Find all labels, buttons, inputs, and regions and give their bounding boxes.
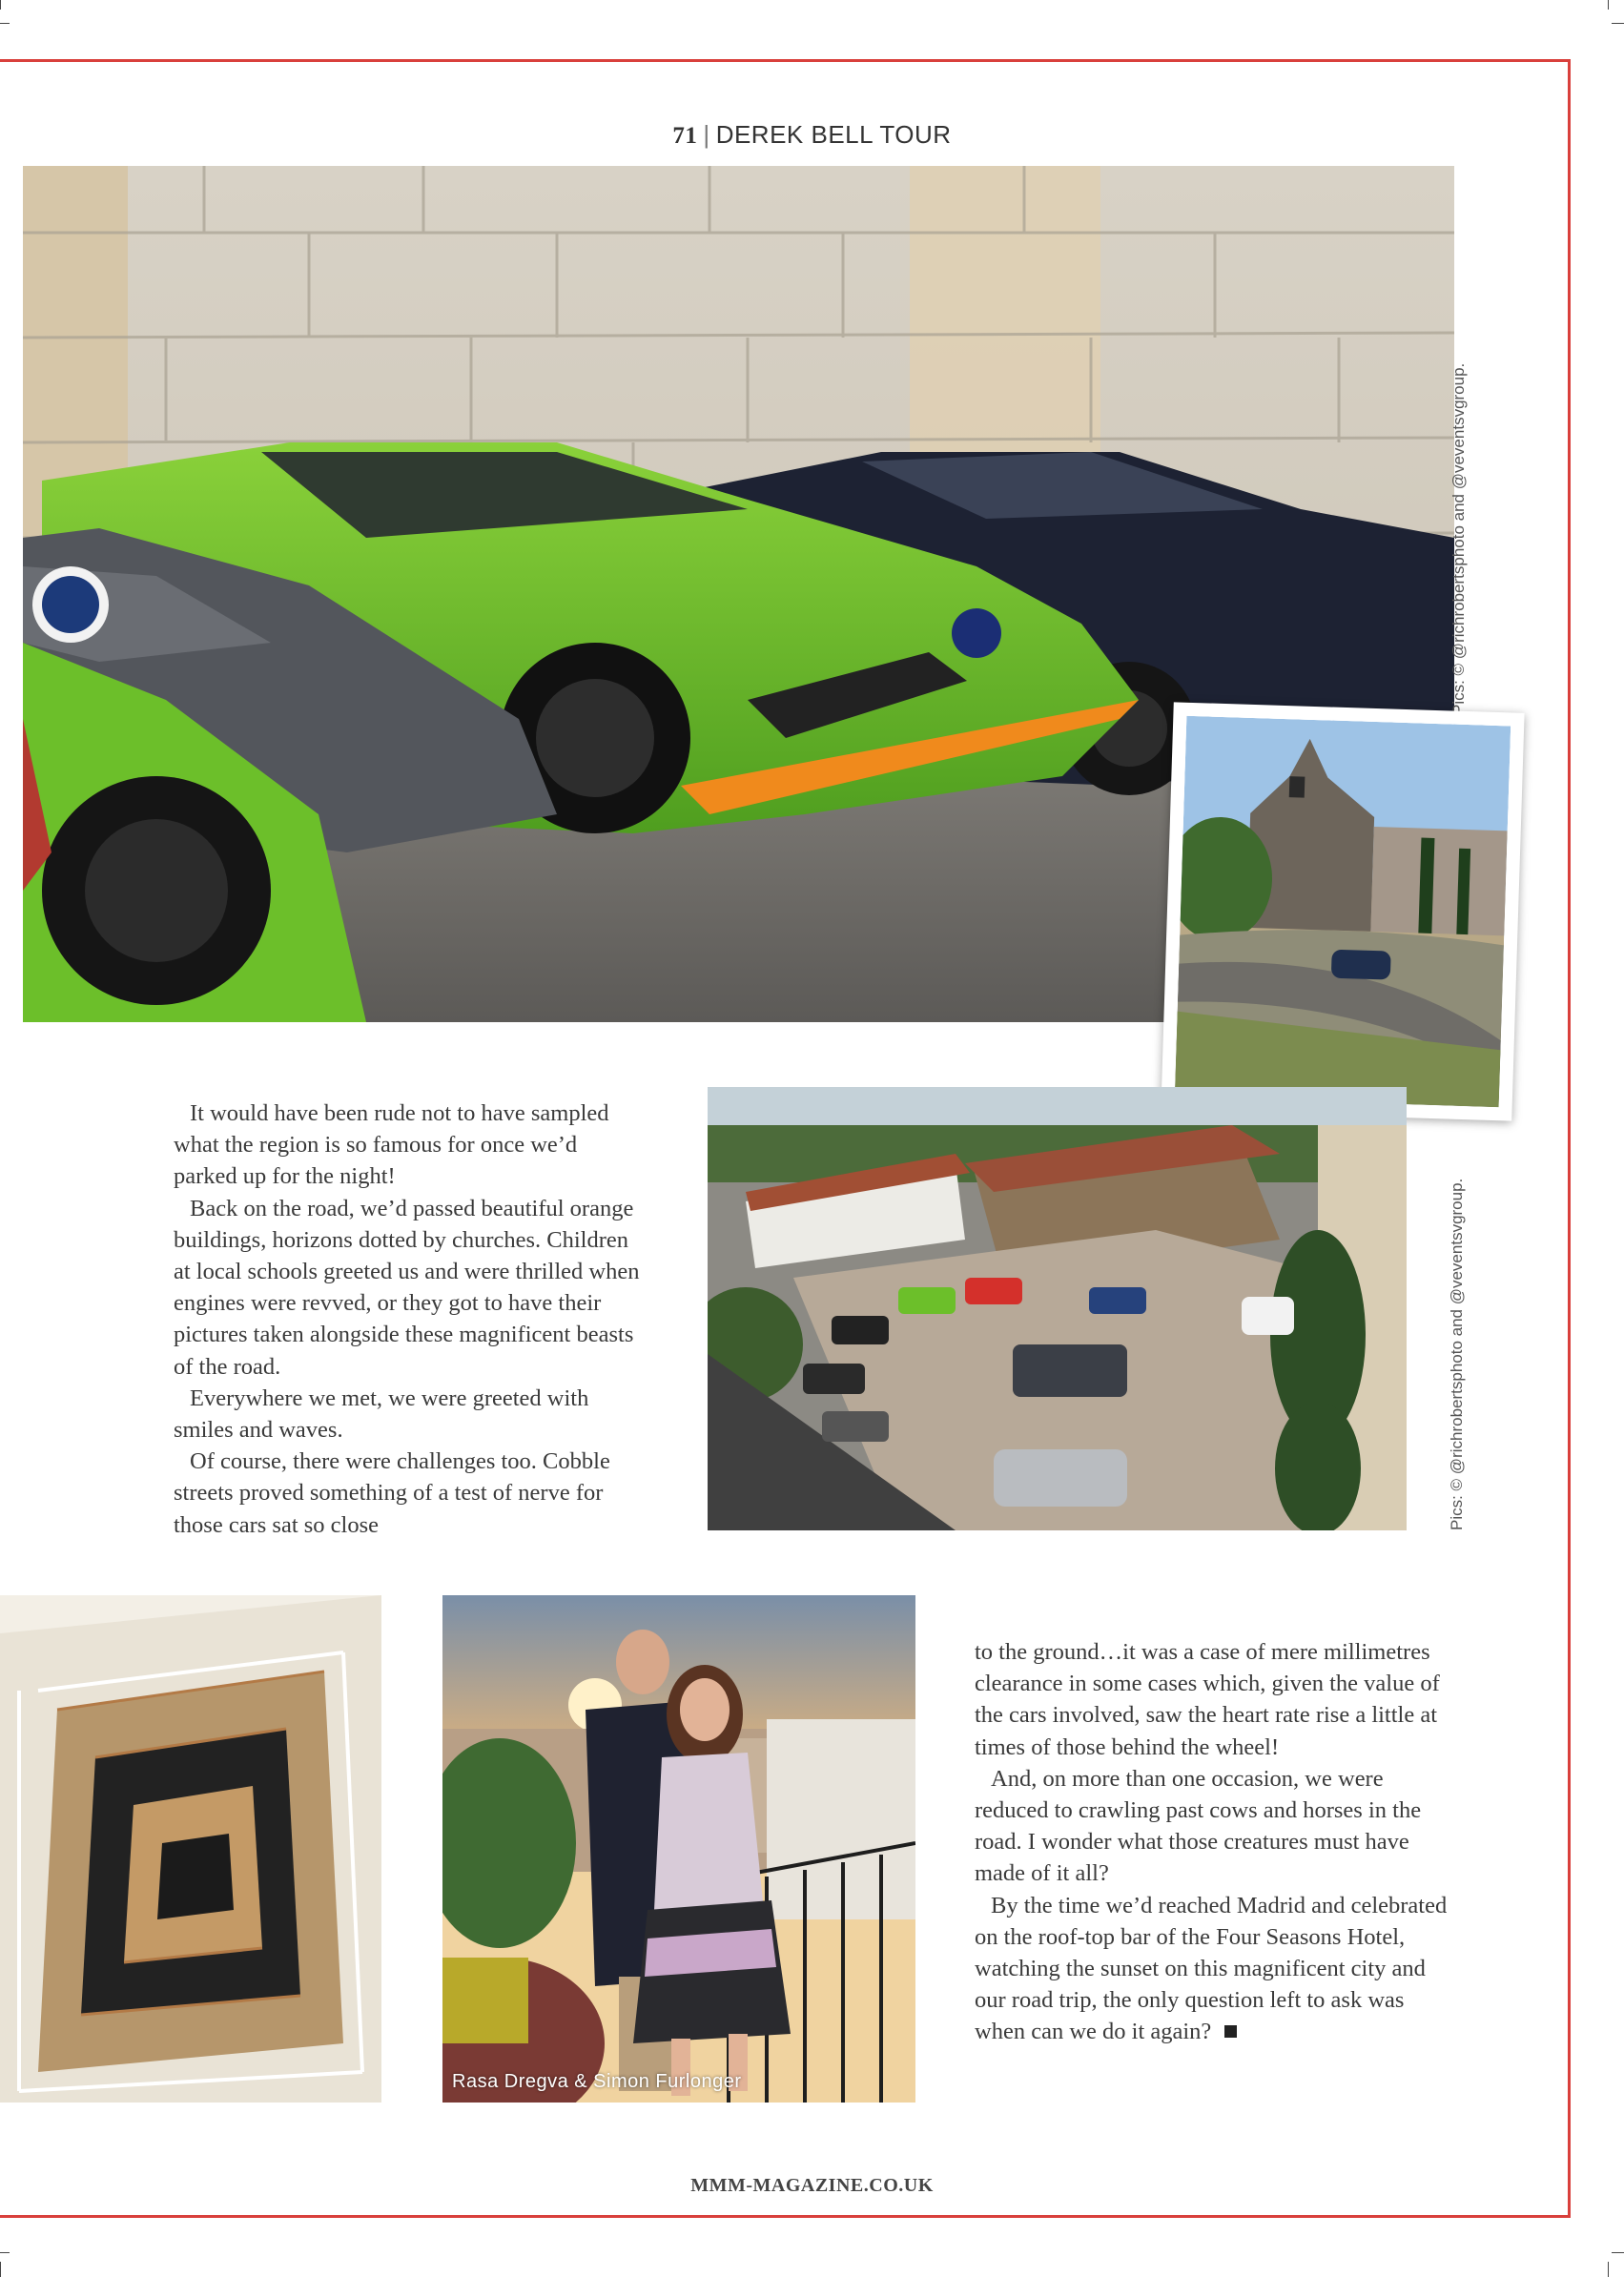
town-square-photo — [708, 1087, 1407, 1530]
staircase-photo — [0, 1595, 381, 2103]
paragraph: Back on the road, we’d passed beautiful orange buildings, horizons dotted by churches. Children at local schools greeted us and were thrilled when engines were revved, or they got to have their pictures taken alongside these magnificent beasts of the road. — [174, 1195, 640, 1380]
paragraph: Of course, there were challenges too. Cobble streets proved something of a test of nerve for those cars sat so close — [174, 1448, 610, 1538]
crop-mark — [1612, 23, 1624, 24]
church-illustration — [1175, 716, 1511, 1107]
paragraph: Everywhere we met, we were greeted with smiles and waves. — [174, 1385, 589, 1444]
crop-mark — [1608, 2262, 1609, 2277]
crop-mark — [0, 0, 1, 10]
church-photo — [1175, 716, 1511, 1107]
staircase-illustration — [0, 1595, 381, 2103]
crop-mark — [0, 2252, 10, 2253]
crop-mark — [0, 2262, 1, 2277]
paragraph-final — [975, 1890, 1451, 2048]
article-column-left — [174, 1097, 643, 1541]
church-polaroid — [1161, 702, 1524, 1120]
crop-mark — [1608, 0, 1609, 10]
end-mark-icon — [1224, 2025, 1237, 2038]
photo-caption: Rasa Dregva & Simon Furlonger — [452, 2071, 742, 2092]
section-title: DEREK BELL TOUR — [715, 120, 952, 149]
paragraph: It would have been rude not to have sampled what the region is so famous for once we’d parked up for the night! — [174, 1100, 609, 1190]
paragraph: And, on more than one occasion, we were reduced to crawling past cows and horses in the road. I wonder what those creatures must have made of it all? — [975, 1765, 1422, 1887]
header-divider: | — [703, 120, 710, 149]
town-square-illustration — [708, 1087, 1407, 1530]
paragraph-text: By the time we’d reached Madrid and celebrated on the roof-top bar of the Four Seasons Hotel, watching the sunset on this magnificent city and our road trip, the only question left to ask was when can we do it again? — [975, 1892, 1448, 2045]
page-number: 71 — [672, 123, 698, 149]
crop-mark — [1612, 2252, 1624, 2253]
couple-photo — [442, 1595, 915, 2103]
photo-credit-middle: Pics: © @richrobertsphoto and @veventsvgroup. — [1448, 1178, 1466, 1530]
article-column-right — [975, 1636, 1451, 2048]
couple-illustration — [442, 1595, 915, 2103]
page-header — [0, 120, 1624, 150]
crop-mark — [0, 23, 10, 24]
photo-credit-top: Pics: © @richrobertsphoto and @veventsvgroup. — [1449, 362, 1468, 715]
paragraph-continued: to the ground…it was a case of mere millimetres clearance in some cases which, given the value of the cars involved, saw the heart rate rise a little at times of those behind the wheel! — [975, 1639, 1440, 1760]
page-footer: MMM-MAGAZINE.CO.UK — [690, 2175, 934, 2196]
